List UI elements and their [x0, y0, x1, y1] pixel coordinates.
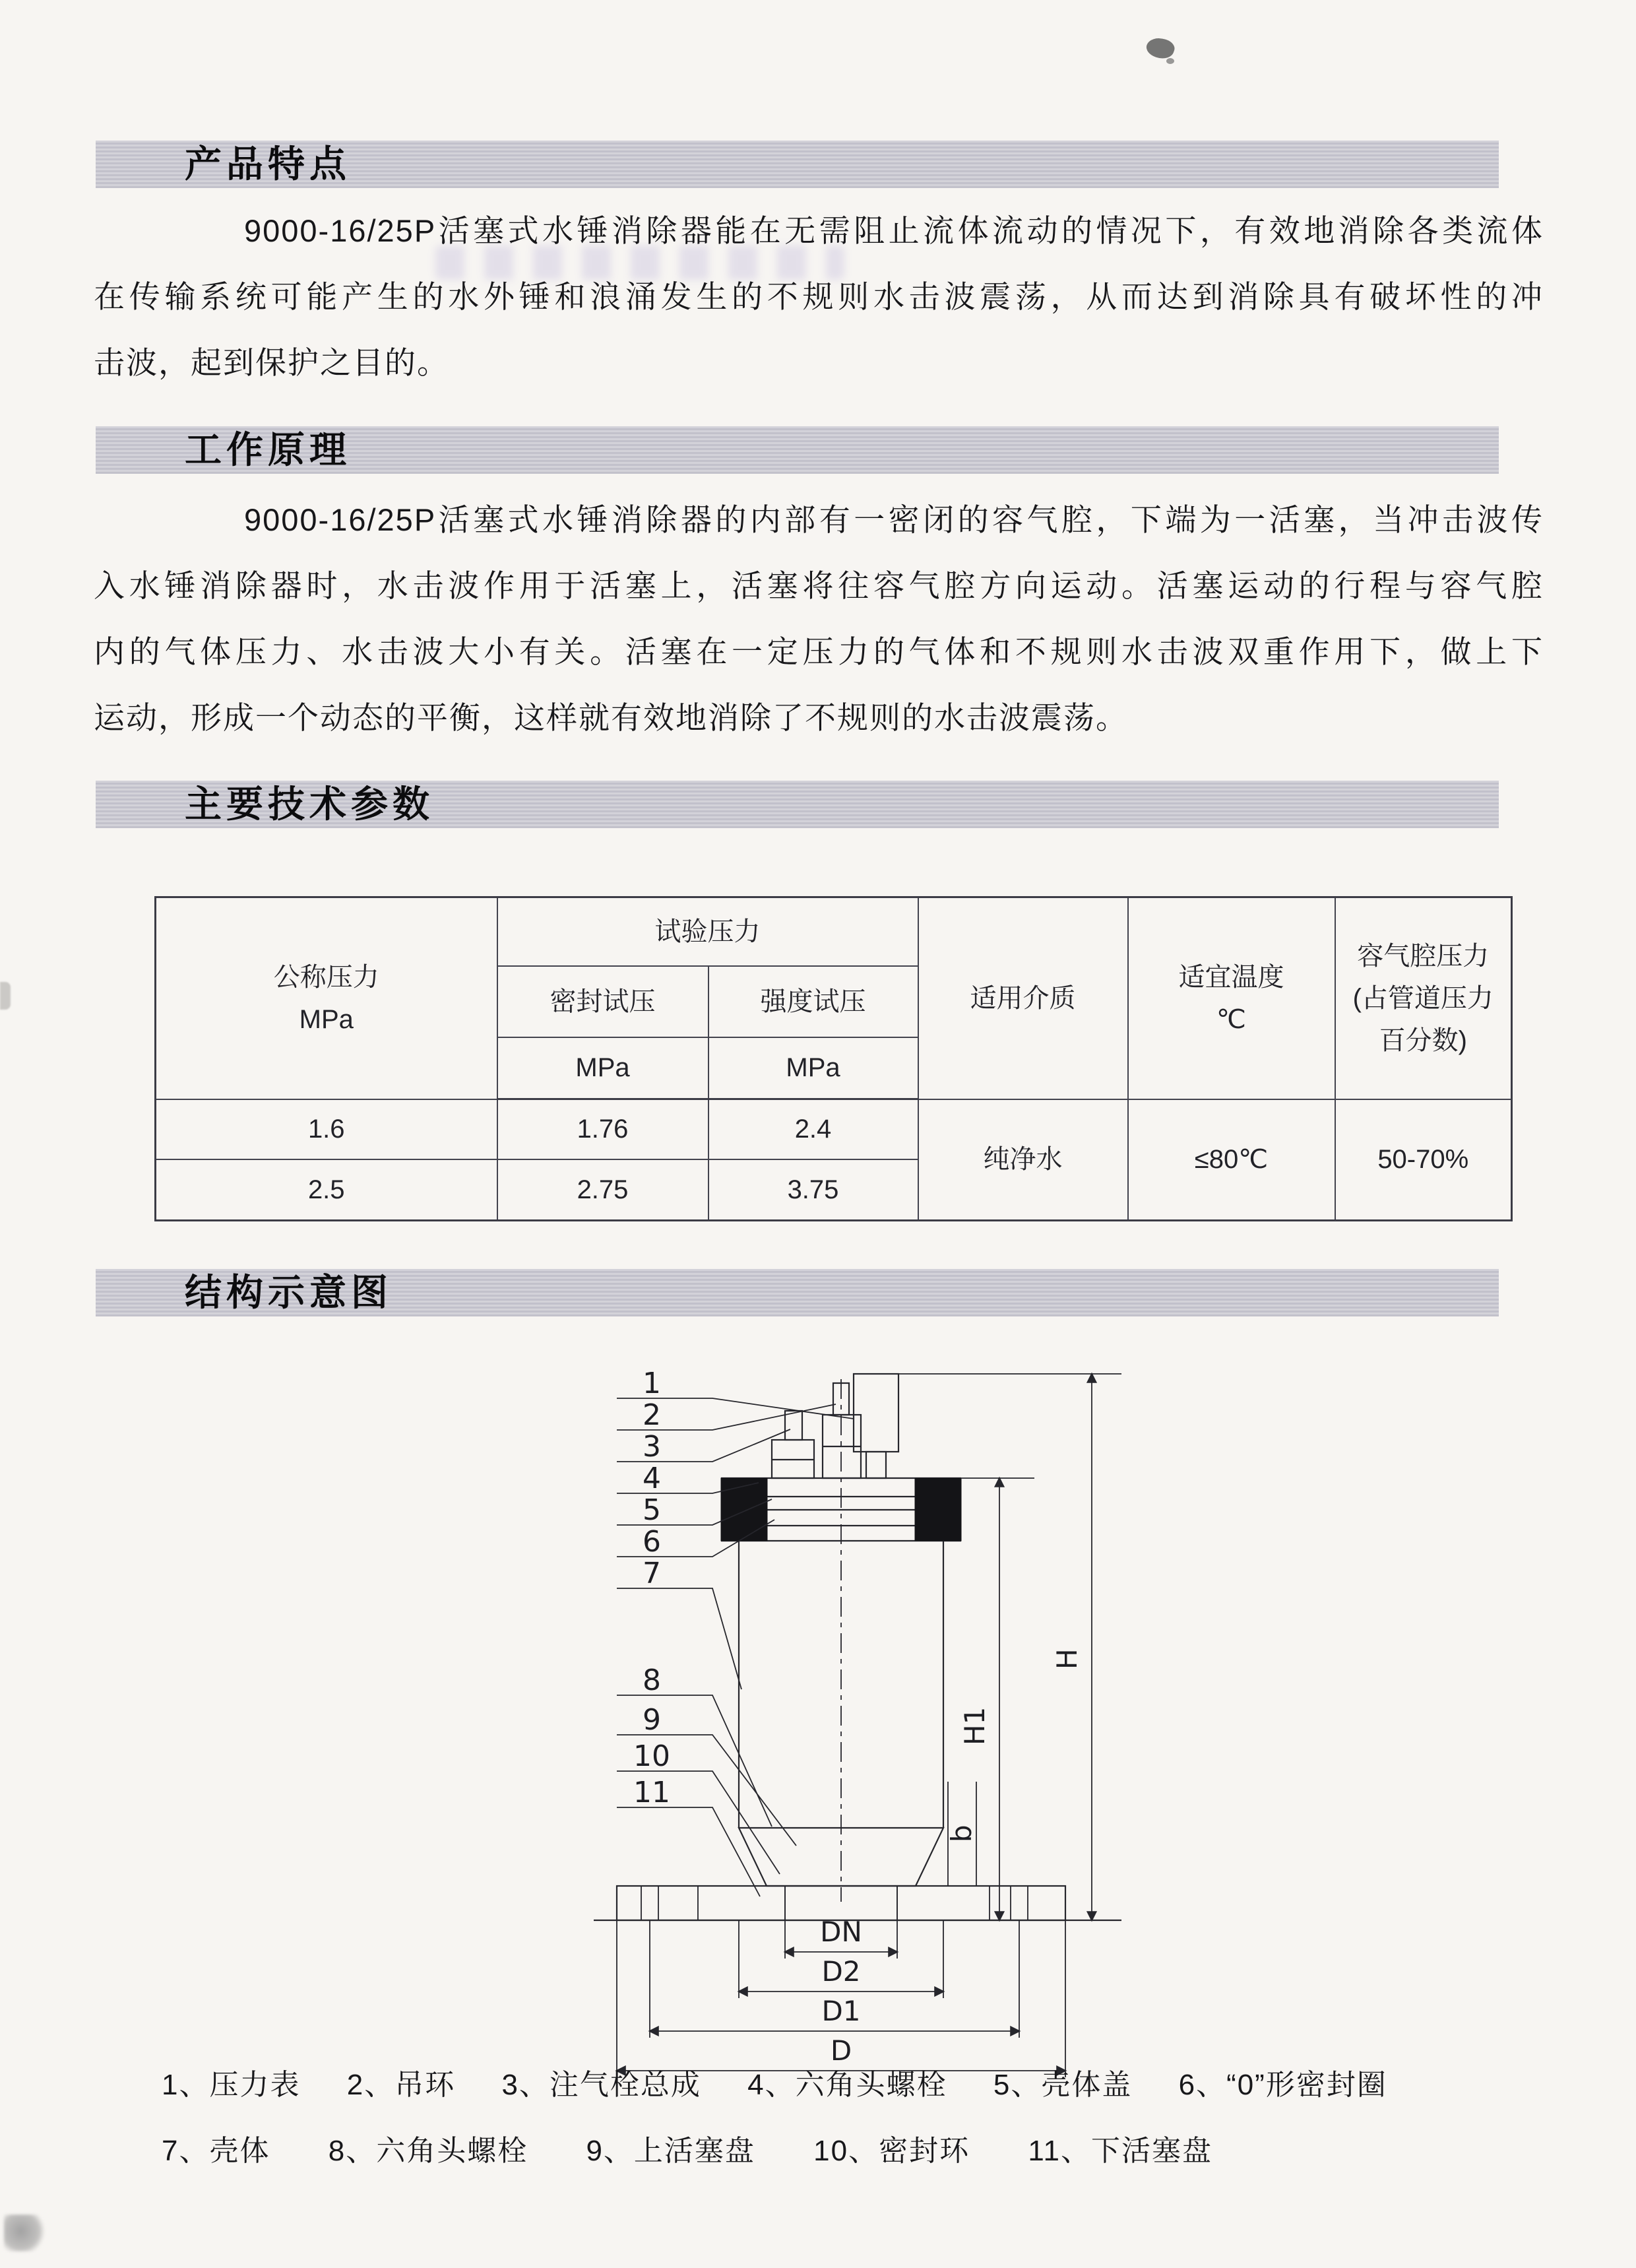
paragraph-line: 9000-16/25P活塞式水锤消除器的内部有一密闭的容气腔，下端为一活塞，当冲击波传	[244, 502, 1544, 537]
scan-artifact	[1166, 58, 1174, 64]
legend-item: 4、六角头螺栓	[747, 2069, 947, 2101]
value-cell: 2.4	[708, 1099, 918, 1159]
header-text: 公称压力	[273, 962, 379, 992]
callout-number: 4	[643, 1462, 661, 1495]
legend-item: 2、吊环	[346, 2069, 456, 2101]
legend-item: 8、六角头螺栓	[328, 2135, 528, 2167]
legend-item: 5、壳体盖	[993, 2069, 1133, 2101]
structure-diagram	[561, 1346, 1154, 2085]
header-text: (占管道压力	[1352, 983, 1494, 1013]
features-paragraph	[94, 198, 1544, 396]
header-text: 百分数)	[1379, 1025, 1467, 1055]
legend-item: 6、“0”形密封圈	[1178, 2069, 1387, 2101]
value-cell: 1.76	[497, 1099, 708, 1159]
header-text: 适宜温度	[1178, 962, 1284, 992]
paragraph-line: 内的气体压力、水击波大小有关。活塞在一定压力的气体和不规则水击波双重作用下，做上下	[94, 634, 1544, 669]
hex-bolt-left	[721, 1478, 767, 1541]
hex-bolt-right	[915, 1478, 961, 1541]
section-bar-structure	[96, 1269, 1499, 1316]
spec-table	[154, 896, 1513, 1221]
header-text: ℃	[1216, 1004, 1246, 1034]
col-header-seal-test: 密封试压	[497, 966, 708, 1037]
lifting-ring	[823, 1383, 861, 1478]
callout-number: 6	[643, 1525, 661, 1559]
legend-item: 1、压力表	[162, 2069, 301, 2101]
paragraph-line: 击波，起到保护之目的。	[94, 345, 449, 380]
value-cell: 3.75	[708, 1159, 918, 1221]
callout-number: 7	[643, 1557, 661, 1590]
principle-paragraph	[94, 487, 1544, 751]
callout-number: 10	[633, 1739, 670, 1773]
value-cell-temperature: ≤80℃	[1128, 1099, 1335, 1221]
col-header-chamber-pressure	[1335, 897, 1512, 1099]
value-cell-chamber: 50-70%	[1335, 1099, 1512, 1221]
section-bar-parameters	[96, 781, 1499, 828]
unit-cell: MPa	[497, 1037, 708, 1099]
col-header-test-pressure: 试验压力	[497, 897, 918, 966]
scan-artifact	[0, 982, 11, 1010]
section-title-parameters: 主要技术参数	[185, 783, 434, 825]
section-title-features: 产品特点	[185, 143, 351, 185]
dim-label-d1: D1	[821, 1995, 861, 2027]
dimension-h	[898, 1374, 1121, 1920]
callout-number: 8	[643, 1664, 661, 1697]
callout-number: 1	[643, 1367, 661, 1400]
callout-number: 11	[633, 1776, 670, 1809]
section-title-principle: 工作原理	[185, 429, 351, 470]
paragraph-line: 运动，形成一个动态的平衡，这样就有效地消除了不规则的水击波震荡。	[94, 700, 1128, 735]
dimension-b	[945, 1782, 978, 1886]
diagram-legend-row-2	[162, 2130, 1534, 2172]
paragraph-line: 入水锤消除器时，水击波作用于活塞上，活塞将往容气腔方向运动。活塞运动的行程与容气腔	[94, 568, 1544, 603]
header-text: 容气腔压力	[1357, 941, 1490, 971]
diagram-legend-row-1	[162, 2064, 1534, 2106]
paragraph-line: 在传输系统可能产生的水外锤和浪涌发生的不规则水击波震荡，从而达到消除具有破坏性的冲	[94, 279, 1544, 314]
scan-artifact	[4, 2215, 46, 2252]
table-row	[156, 1099, 1512, 1159]
legend-item: 9、上活塞盘	[586, 2135, 755, 2167]
legend-item: 7、壳体	[162, 2135, 270, 2167]
callout-number: 5	[643, 1493, 661, 1527]
paragraph-line: 9000-16/25P活塞式水锤消除器能在无需阻止流体流动的情况下，有效地消除各类流体	[244, 213, 1544, 248]
legend-item: 11、下活塞盘	[1028, 2135, 1213, 2167]
dim-label-d2: D2	[821, 1955, 861, 1988]
dim-label-h: H	[1051, 1648, 1083, 1669]
col-header-nominal-pressure	[156, 897, 497, 1099]
callouts	[617, 1367, 854, 1896]
dim-label-b: b	[945, 1825, 978, 1842]
section-bar-features	[96, 141, 1499, 188]
dimension-h1	[959, 1478, 1034, 1920]
dim-label-d: D	[830, 2034, 852, 2067]
unit-cell: MPa	[708, 1037, 918, 1099]
dim-label-dn: DN	[820, 1916, 862, 1948]
value-cell: 2.5	[156, 1159, 497, 1221]
section-title-structure: 结构示意图	[185, 1272, 393, 1313]
callout-number: 3	[643, 1430, 661, 1464]
header-text: MPa	[299, 1004, 354, 1034]
air-valve-assembly	[772, 1411, 814, 1478]
value-cell: 2.75	[497, 1159, 708, 1221]
col-header-medium: 适用介质	[918, 897, 1128, 1099]
section-bar-principle	[96, 426, 1499, 474]
callout-number: 9	[643, 1703, 661, 1737]
dim-label-h1: H1	[959, 1706, 991, 1745]
legend-item: 3、注气栓总成	[501, 2069, 701, 2101]
value-cell-medium: 纯净水	[918, 1099, 1128, 1221]
callout-number: 2	[643, 1398, 661, 1432]
value-cell: 1.6	[156, 1099, 497, 1159]
col-header-temperature	[1128, 897, 1335, 1099]
legend-item: 10、密封环	[813, 2135, 970, 2167]
col-header-strength-test: 强度试压	[708, 966, 918, 1037]
